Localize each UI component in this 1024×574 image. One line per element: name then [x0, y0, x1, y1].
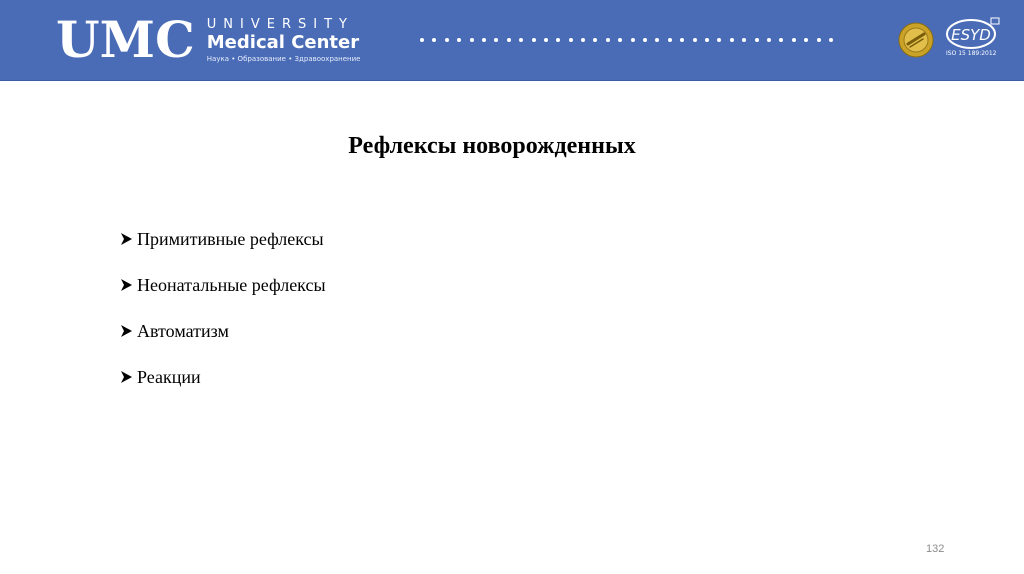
logo-medical-center: Medical Center	[206, 31, 360, 53]
decorative-dot	[606, 38, 610, 42]
decorative-dot	[470, 38, 474, 42]
iso-label: ISO 15 189:2012	[946, 50, 997, 57]
bullet-text: Примитивные рефлексы	[137, 229, 324, 249]
logo-text	[207, 17, 361, 64]
list-item	[120, 216, 326, 262]
decorative-dot	[680, 38, 684, 42]
decorative-dot	[482, 38, 486, 42]
decorative-dot	[593, 38, 597, 42]
decorative-dot	[457, 38, 461, 42]
decorative-dot	[817, 38, 821, 42]
bullet-text: Автоматизм	[137, 321, 229, 341]
arrow-bullet-icon	[120, 231, 134, 247]
decorative-dot	[643, 38, 647, 42]
slide-title: Рефлексы новорожденных	[348, 133, 636, 159]
decorative-dot	[432, 38, 436, 42]
decorative-dot	[755, 38, 759, 42]
arrow-bullet-icon	[120, 323, 134, 339]
decorative-dot	[829, 38, 833, 42]
logo-tagline: Наука • Образование • Здравоохранение	[206, 54, 361, 63]
decorative-dot	[655, 38, 659, 42]
list-item	[120, 308, 326, 354]
umc-logo	[56, 12, 361, 68]
decorative-dot	[779, 38, 783, 42]
decorative-dot	[420, 38, 424, 42]
page-number: 132	[926, 543, 945, 555]
decorative-dot	[618, 38, 622, 42]
decorative-dot	[631, 38, 635, 42]
accreditation-seal-icon	[898, 22, 934, 58]
decorative-dot	[668, 38, 672, 42]
decorative-dot-line	[420, 38, 833, 42]
header-bar	[0, 0, 1024, 81]
decorative-dot	[717, 38, 721, 42]
decorative-dot	[693, 38, 697, 42]
bullet-text: Реакции	[137, 367, 201, 387]
decorative-dot	[581, 38, 585, 42]
decorative-dot	[705, 38, 709, 42]
decorative-dot	[544, 38, 548, 42]
arrow-bullet-icon	[120, 369, 134, 385]
decorative-dot	[792, 38, 796, 42]
decorative-dot	[556, 38, 560, 42]
decorative-dot	[767, 38, 771, 42]
decorative-dot	[445, 38, 449, 42]
logo-university: UNIVERSITY	[206, 16, 354, 32]
bullet-text: Неонатальные рефлексы	[137, 275, 326, 295]
decorative-dot	[569, 38, 573, 42]
list-item	[120, 354, 326, 400]
esyd-label: ESYD	[951, 26, 991, 44]
decorative-dot	[730, 38, 734, 42]
logo-wordmark: U M C	[56, 10, 195, 69]
decorative-dot	[742, 38, 746, 42]
list-item	[120, 262, 326, 308]
decorative-dot	[532, 38, 536, 42]
decorative-dot	[519, 38, 523, 42]
decorative-dot	[804, 38, 808, 42]
decorative-dot	[507, 38, 511, 42]
decorative-dot	[494, 38, 498, 42]
arrow-bullet-icon	[120, 277, 134, 293]
bullet-list	[120, 216, 326, 400]
